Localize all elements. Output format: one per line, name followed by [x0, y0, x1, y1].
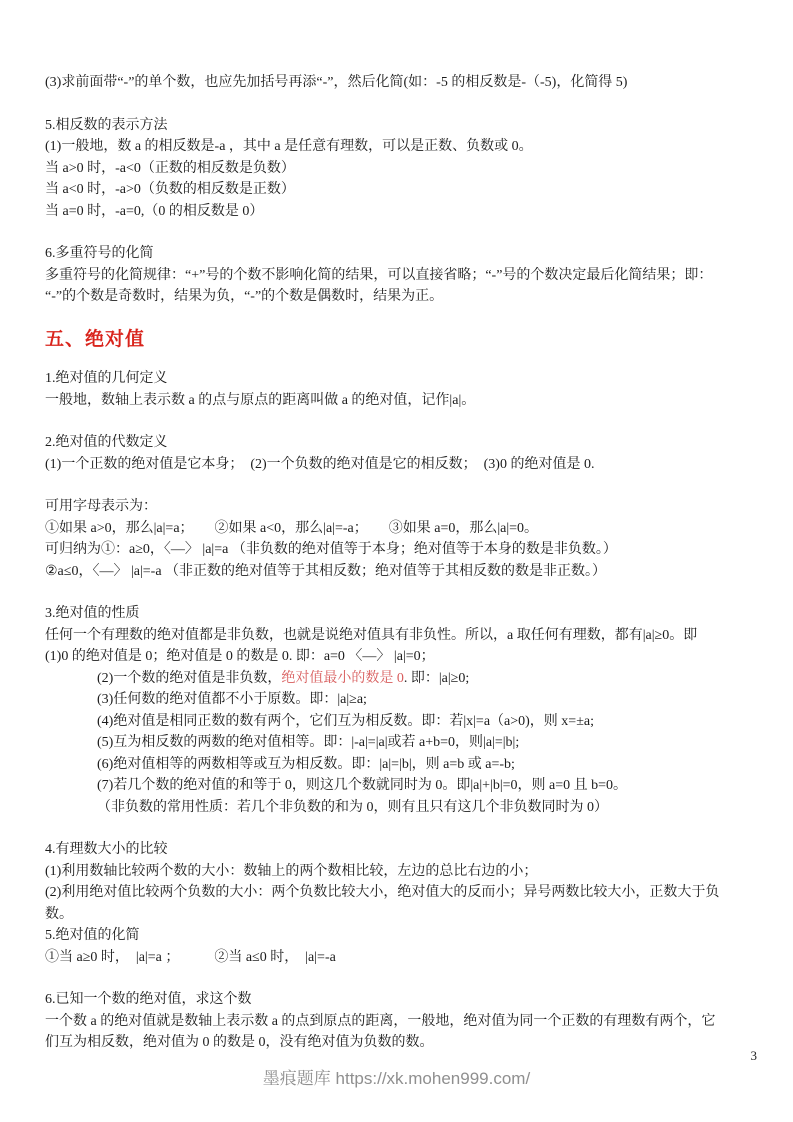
- text-span: ①如果 a>0，那么|a|=a； ②如果 a<0，那么|a|=-a； ③如果 a=0，那么|a|=0。: [45, 520, 539, 536]
- text-line: [45, 243, 761, 265]
- text-span: 2.绝对值的代数定义: [45, 435, 168, 450]
- page-number: 3: [750, 1048, 757, 1063]
- text-line: [45, 496, 761, 518]
- text-line: [45, 179, 761, 201]
- text-line: [45, 158, 761, 180]
- text-line: [45, 72, 761, 94]
- text-span: (1)0 的绝对值是 0；绝对值是 0 的数是 0. 即：a=0 〈—〉 |a|=0；: [45, 649, 435, 664]
- text-line: [45, 286, 761, 308]
- site-footer-link[interactable]: 墨痕题库 https://xk.mohen999.com/: [262, 1069, 531, 1088]
- text-span: 6.多重符号的化简: [45, 246, 154, 261]
- text-line: [45, 861, 761, 883]
- text-span: (1)利用数轴比较两个数的大小：数轴上的两个数相比较，左边的总比右边的小；: [45, 863, 538, 879]
- text-span: 多重符号的化简规律：“+”号的个数不影响化简的结果，可以直接省略；“-”号的个数决定最后化简结果；即：: [45, 267, 713, 283]
- text-line: [45, 368, 761, 390]
- text-span: (3)任何数的绝对值都不小于原数。即：|a|≥a;: [97, 692, 367, 707]
- text-span: (2)利用绝对值比较两个负数的大小：两个负数比较大小，绝对值大的反而小；异号两数比较大小，正数大于负: [45, 885, 720, 900]
- text-span: (1)一般地，数 a 的相反数是-a ，其中 a 是任意有理数，可以是正数、负数或 0。: [45, 139, 533, 154]
- text-line: [45, 432, 761, 454]
- text-span: . 即：|a|≥0;: [403, 670, 470, 686]
- text-line: [45, 989, 761, 1011]
- text-line: [45, 732, 761, 754]
- text-span: 可归纳为①：a≥0，〈—〉 |a|=a （非负数的绝对值等于本身；绝对值等于本身的数是非负数。）: [45, 542, 617, 557]
- text-span: (7)若几个数的绝对值的和等于 0，则这几个数就同时为 0。即|a|+|b|=0，则 a=0 且 b=0。: [97, 778, 628, 793]
- text-span: (5)互为相反数的两数的绝对值相等。即：|-a|=|a|或若 a+b=0，则|a|=|b|;: [97, 735, 520, 750]
- text-span: 6.已知一个数的绝对值，求这个数: [45, 992, 252, 1007]
- text-span: (4)绝对值是相同正数的数有两个，它们互为相反数。即：若|x|=a（a>0)，则 x=±a;: [97, 713, 594, 729]
- text-line: [45, 947, 761, 969]
- text-span: “-”的个数是奇数时，结果为负，“-”的个数是偶数时，结果为正。: [45, 289, 444, 304]
- highlight-red-text: 绝对值最小的数是 0: [281, 670, 404, 686]
- text-line: [45, 561, 761, 583]
- text-line: [45, 711, 761, 733]
- text-span: 数。: [45, 906, 73, 922]
- text-line: [45, 797, 761, 819]
- text-line: [45, 136, 761, 158]
- chapter-heading-absolute-value: 五、绝对值: [45, 328, 146, 350]
- text-span: (3)求前面带“-”的单个数，也应先加括号再添“-”，然后化简(如：-5 的相反数是-（-5)，化简得 5): [45, 75, 628, 90]
- section-5-opposite-number-notation: [45, 115, 761, 223]
- text-span: 5.相反数的表示方法: [45, 117, 168, 133]
- text-line: [45, 115, 761, 137]
- section-6-find-number-from-absolute-value: [45, 989, 761, 1054]
- text-span: 1.绝对值的几何定义: [45, 371, 168, 386]
- text-span: (1)一个正数的绝对值是它本身； (2)一个负数的绝对值是它的相反数； (3)0 的绝对值是 0.: [45, 456, 595, 472]
- text-span: 们互为相反数，绝对值为 0 的数是 0，没有绝对值为负数的数。: [45, 1035, 434, 1050]
- text-span: ①当 a≥0 时， |a|=a ； ②当 a≤0 时， |a|=-a: [45, 949, 336, 965]
- text-span: 一个数 a 的绝对值就是数轴上表示数 a 的点到原点的距离，一般地，绝对值为同一个正数的有理数有两个，它: [45, 1013, 716, 1029]
- text-span: 一般地，数轴上表示数 a 的点与原点的距离叫做 a 的绝对值，记作|a|。: [45, 392, 476, 408]
- section-2-algebraic-definition: [45, 432, 761, 475]
- text-line: [45, 646, 761, 668]
- text-line: [45, 265, 761, 287]
- text-span: (2)一个数的绝对值是非负数，: [97, 670, 282, 686]
- text-line: [45, 201, 761, 223]
- text-span: 任何一个有理数的绝对值都是非负数，也就是说绝对值具有非负性。所以，a 取任何有理数，都有|a|≥0。即: [45, 627, 698, 643]
- text-span: 可用字母表示为：: [45, 499, 157, 514]
- text-line: [45, 539, 761, 561]
- text-span: 3.绝对值的性质: [45, 606, 140, 621]
- text-line: [45, 775, 761, 797]
- letter-representation: [45, 496, 761, 582]
- text-line: [45, 754, 761, 776]
- text-line: [45, 925, 761, 947]
- text-line: [45, 1011, 761, 1033]
- text-line: [45, 390, 761, 412]
- text-line: [45, 882, 761, 904]
- text-line: [45, 839, 761, 861]
- section-3-properties: [45, 603, 761, 818]
- text-span: 4.有理数大小的比较: [45, 842, 168, 857]
- text-line: [45, 668, 761, 690]
- text-line: [45, 603, 761, 625]
- text-span: ②a≤0，〈—〉 |a|=-a （非正数的绝对值等于其相反数；绝对值等于其相反数的数是非正数。）: [45, 563, 607, 579]
- section-1-geometric-definition: [45, 368, 761, 411]
- text-span: (6)绝对值相等的两数相等或互为相反数。即：|a|=|b|，则 a=b 或 a=-b;: [97, 756, 515, 772]
- text-span: 5.绝对值的化简: [45, 928, 140, 943]
- text-line: [45, 518, 761, 540]
- text-span: （非负数的常用性质：若几个非负数的和为 0，则有且只有这几个非负数同时为 0）: [97, 799, 608, 815]
- section-4-comparison-and-5-simplify: [45, 839, 761, 968]
- document-content: [45, 72, 761, 1075]
- text-line: [45, 689, 761, 711]
- section-6-multiple-signs: [45, 243, 761, 308]
- text-span: 当 a=0 时，-a=0,（0 的相反数是 0）: [45, 203, 264, 219]
- text-line: [45, 454, 761, 476]
- text-span: 当 a>0 时，-a<0（正数的相反数是负数）: [45, 160, 295, 176]
- paragraph-opposite-number-note: [45, 72, 761, 94]
- text-line: [45, 904, 761, 926]
- text-span: 当 a<0 时，-a>0（负数的相反数是正数）: [45, 182, 295, 197]
- text-line: [45, 625, 761, 647]
- text-line: [45, 1032, 761, 1054]
